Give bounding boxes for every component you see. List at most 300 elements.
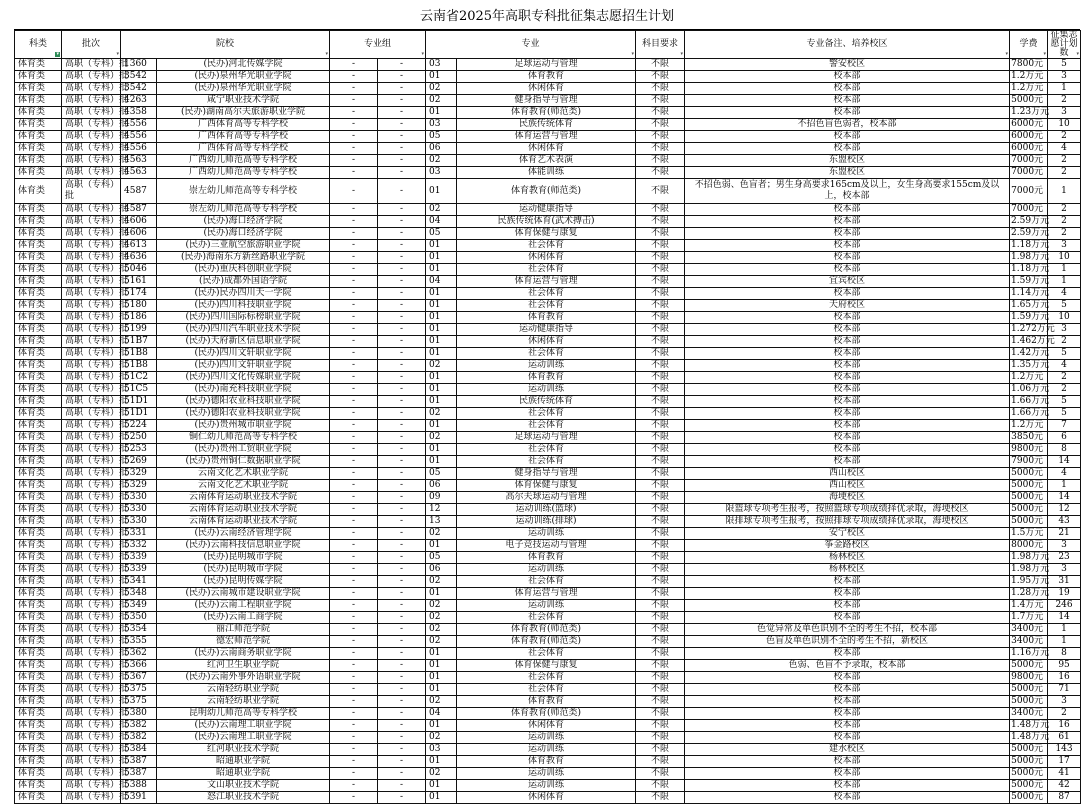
cell-school-code[interactable]: 5348 (121, 588, 157, 600)
cell-subject-req[interactable]: 不限 (636, 756, 685, 768)
cell-school-name[interactable]: (民办)四川汽车职业技术学院 (157, 324, 330, 336)
cell-category[interactable]: 体育类 (15, 660, 62, 672)
cell-group-b[interactable]: - (378, 720, 426, 732)
cell-category[interactable]: 体育类 (15, 71, 62, 83)
cell-tuition[interactable]: 3850元 (1010, 432, 1048, 444)
cell-batch[interactable]: 高职（专科）批 (62, 264, 121, 276)
cell-school-code[interactable]: 5186 (121, 312, 157, 324)
cell-batch[interactable]: 高职（专科）批 (62, 167, 121, 179)
cell-tuition[interactable]: 5000元 (1010, 744, 1048, 756)
cell-school-code[interactable]: 1360 (121, 59, 157, 71)
cell-group-b[interactable]: - (378, 372, 426, 384)
cell-plan-count[interactable]: 16 (1048, 720, 1081, 732)
cell-major-name[interactable]: 足球运动与管理 (457, 432, 636, 444)
cell-major-code[interactable]: 02 (426, 612, 457, 624)
cell-major-code[interactable]: 01 (426, 588, 457, 600)
cell-group-b[interactable]: - (378, 300, 426, 312)
cell-group-b[interactable]: - (378, 624, 426, 636)
cell-major-code[interactable]: 03 (426, 59, 457, 71)
cell-school-name[interactable]: (民办)海口经济学院 (157, 228, 330, 240)
cell-category[interactable]: 体育类 (15, 83, 62, 95)
cell-batch[interactable]: 高职（专科）批 (62, 528, 121, 540)
cell-subject-req[interactable]: 不限 (636, 276, 685, 288)
cell-major-code[interactable]: 01 (426, 384, 457, 396)
cell-remarks[interactable]: 安宁校区 (685, 528, 1010, 540)
cell-major-name[interactable]: 休闲体育 (457, 83, 636, 95)
cell-plan-count[interactable]: 1 (1048, 276, 1081, 288)
cell-major-code[interactable]: 01 (426, 372, 457, 384)
header-category[interactable]: 科类 ▾ (15, 31, 62, 59)
cell-major-code[interactable]: 01 (426, 179, 457, 204)
cell-remarks[interactable]: 校本部 (685, 131, 1010, 143)
cell-major-code[interactable]: 01 (426, 756, 457, 768)
cell-batch[interactable]: 高职（专科）批 (62, 612, 121, 624)
cell-group-b[interactable]: - (378, 360, 426, 372)
cell-batch[interactable]: 高职（专科）批 (62, 516, 121, 528)
cell-major-name[interactable]: 体育保健与康复 (457, 660, 636, 672)
cell-school-name[interactable]: 铜仁幼儿师范高等专科学校 (157, 432, 330, 444)
cell-category[interactable]: 体育类 (15, 167, 62, 179)
cell-group-b[interactable]: - (378, 228, 426, 240)
cell-major-code[interactable]: 02 (426, 768, 457, 780)
cell-batch[interactable]: 高职（专科）批 (62, 792, 121, 804)
cell-remarks[interactable]: 筝金路校区 (685, 540, 1010, 552)
cell-major-name[interactable]: 体能训练 (457, 167, 636, 179)
header-school[interactable]: 院校 ▾ (121, 31, 330, 59)
cell-remarks[interactable]: 校本部 (685, 288, 1010, 300)
cell-subject-req[interactable]: 不限 (636, 360, 685, 372)
cell-school-code[interactable]: 5350 (121, 612, 157, 624)
cell-group-a[interactable]: - (330, 240, 378, 252)
cell-remarks[interactable]: 校本部 (685, 336, 1010, 348)
cell-remarks[interactable]: 校本部 (685, 792, 1010, 804)
cell-group-b[interactable]: - (378, 636, 426, 648)
cell-group-b[interactable]: - (378, 648, 426, 660)
cell-group-b[interactable]: - (378, 420, 426, 432)
cell-tuition[interactable]: 7000元 (1010, 167, 1048, 179)
cell-tuition[interactable]: 1.5万元 (1010, 528, 1048, 540)
cell-subject-req[interactable]: 不限 (636, 396, 685, 408)
cell-plan-count[interactable]: 5 (1048, 300, 1081, 312)
cell-remarks[interactable]: 校本部 (685, 204, 1010, 216)
cell-plan-count[interactable]: 2 (1048, 384, 1081, 396)
cell-remarks[interactable]: 不招色盲色弱者，校本部 (685, 119, 1010, 131)
cell-plan-count[interactable]: 1 (1048, 179, 1081, 204)
cell-subject-req[interactable]: 不限 (636, 504, 685, 516)
cell-major-code[interactable]: 02 (426, 95, 457, 107)
cell-group-b[interactable]: - (378, 252, 426, 264)
cell-group-b[interactable]: - (378, 588, 426, 600)
cell-group-b[interactable]: - (378, 708, 426, 720)
cell-category[interactable]: 体育类 (15, 756, 62, 768)
cell-group-b[interactable]: - (378, 672, 426, 684)
cell-subject-req[interactable]: 不限 (636, 432, 685, 444)
cell-school-code[interactable]: 4636 (121, 252, 157, 264)
cell-remarks[interactable]: 东盟校区 (685, 167, 1010, 179)
cell-major-code[interactable]: 02 (426, 600, 457, 612)
cell-group-b[interactable]: - (378, 528, 426, 540)
cell-category[interactable]: 体育类 (15, 95, 62, 107)
cell-major-code[interactable]: 02 (426, 636, 457, 648)
cell-major-code[interactable]: 02 (426, 732, 457, 744)
cell-category[interactable]: 体育类 (15, 240, 62, 252)
cell-batch[interactable]: 高职（专科）批 (62, 600, 121, 612)
cell-category[interactable]: 体育类 (15, 155, 62, 167)
cell-group-a[interactable]: - (330, 179, 378, 204)
cell-category[interactable]: 体育类 (15, 636, 62, 648)
cell-school-code[interactable]: 51B8 (121, 360, 157, 372)
cell-major-code[interactable]: 01 (426, 107, 457, 119)
cell-plan-count[interactable]: 5 (1048, 59, 1081, 71)
cell-tuition[interactable]: 1.98万元 (1011, 252, 1050, 262)
cell-group-a[interactable]: - (330, 744, 378, 756)
cell-group-a[interactable]: - (330, 480, 378, 492)
cell-plan-count[interactable]: 61 (1048, 732, 1081, 744)
cell-group-b[interactable]: - (378, 768, 426, 780)
cell-category[interactable]: 体育类 (15, 696, 62, 708)
cell-group-a[interactable]: - (330, 324, 378, 336)
cell-remarks[interactable]: 杨林校区 (685, 564, 1010, 576)
cell-tuition[interactable]: 5000元 (1010, 504, 1048, 516)
cell-category[interactable]: 体育类 (15, 600, 62, 612)
cell-tuition[interactable]: 5000元 (1010, 660, 1048, 672)
cell-major-code[interactable]: 02 (426, 624, 457, 636)
cell-group-a[interactable]: - (330, 155, 378, 167)
cell-batch[interactable]: 高职（专科）批 (62, 684, 121, 696)
header-group[interactable]: 专业组 ▾ (330, 31, 426, 59)
cell-category[interactable]: 体育类 (15, 300, 62, 312)
cell-category[interactable]: 体育类 (15, 480, 62, 492)
cell-major-code[interactable]: 09 (426, 492, 457, 504)
cell-plan-count[interactable]: 4 (1048, 143, 1081, 155)
cell-plan-count[interactable]: 87 (1048, 792, 1081, 804)
cell-tuition[interactable]: 9800元 (1010, 444, 1048, 456)
cell-subject-req[interactable]: 不限 (636, 143, 685, 155)
cell-batch[interactable]: 高职（专科）批 (62, 564, 121, 576)
cell-batch[interactable]: 高职（专科）批 (62, 228, 121, 240)
cell-group-a[interactable]: - (330, 360, 378, 372)
cell-major-name[interactable]: 民族传统体育 (457, 119, 636, 131)
cell-group-b[interactable]: - (378, 324, 426, 336)
cell-remarks[interactable]: 校本部 (685, 107, 1010, 119)
cell-category[interactable]: 体育类 (15, 456, 62, 468)
cell-group-b[interactable]: - (378, 516, 426, 528)
cell-group-b[interactable]: - (378, 444, 426, 456)
cell-major-code[interactable]: 01 (426, 720, 457, 732)
cell-group-a[interactable]: - (330, 768, 378, 780)
cell-plan-count[interactable]: 23 (1048, 552, 1081, 564)
cell-tuition[interactable]: 5000元 (1010, 768, 1048, 780)
cell-school-code[interactable]: 5375 (121, 696, 157, 708)
cell-tuition[interactable]: 2.59万元 (1011, 228, 1050, 238)
cell-major-name[interactable]: 休闲体育 (457, 143, 636, 155)
cell-group-a[interactable]: - (330, 432, 378, 444)
cell-subject-req[interactable]: 不限 (636, 59, 685, 71)
cell-subject-req[interactable]: 不限 (636, 155, 685, 167)
cell-batch[interactable]: 高职（专科）批 (62, 492, 121, 504)
cell-tuition[interactable]: 7900元 (1010, 456, 1048, 468)
cell-school-name[interactable]: (民办)云南科技信息职业学院 (157, 540, 330, 552)
cell-group-a[interactable]: - (330, 456, 378, 468)
cell-subject-req[interactable]: 不限 (636, 648, 685, 660)
cell-group-a[interactable]: - (330, 204, 378, 216)
cell-batch[interactable]: 高职（专科）批 (62, 71, 121, 83)
cell-group-b[interactable]: - (378, 119, 426, 131)
cell-batch[interactable]: 高职（专科）批 (62, 636, 121, 648)
cell-school-name[interactable]: (民办)四川文轩职业学院 (157, 360, 330, 372)
cell-remarks[interactable]: 限篮球专项考生报考，按照篮球专项成绩择优录取，海埂校区 (685, 504, 1010, 516)
cell-tuition[interactable]: 5000元 (1010, 780, 1048, 792)
cell-school-name[interactable]: 崇左幼儿师范高等专科学校 (157, 204, 330, 216)
cell-subject-req[interactable]: 不限 (636, 167, 685, 179)
cell-remarks[interactable]: 色觉异常及单色识别不全的考生不招，校本部 (685, 624, 1010, 636)
cell-school-code[interactable]: 4606 (121, 216, 157, 228)
cell-group-b[interactable]: - (378, 456, 426, 468)
cell-major-name[interactable]: 电子竞技运动与管理 (457, 540, 636, 552)
cell-tuition[interactable]: 1.66万元 (1011, 408, 1050, 418)
cell-remarks[interactable]: 校本部 (685, 756, 1010, 768)
cell-subject-req[interactable]: 不限 (636, 624, 685, 636)
cell-plan-count[interactable]: 3 (1048, 696, 1081, 708)
cell-tuition[interactable]: 5000元 (1010, 480, 1048, 492)
cell-school-code[interactable]: 4613 (121, 240, 157, 252)
cell-major-code[interactable]: 01 (426, 396, 457, 408)
cell-category[interactable]: 体育类 (15, 324, 62, 336)
cell-plan-count[interactable]: 1 (1048, 624, 1081, 636)
cell-plan-count[interactable]: 4 (1048, 468, 1081, 480)
cell-school-code[interactable]: 5380 (121, 708, 157, 720)
cell-category[interactable]: 体育类 (15, 432, 62, 444)
cell-major-code[interactable]: 06 (426, 143, 457, 155)
cell-major-name[interactable]: 休闲体育 (457, 336, 636, 348)
cell-subject-req[interactable]: 不限 (636, 252, 685, 264)
cell-major-name[interactable]: 体育教育(师范类) (457, 708, 636, 720)
cell-plan-count[interactable]: 1 (1048, 480, 1081, 492)
cell-school-code[interactable]: 4563 (121, 167, 157, 179)
cell-school-name[interactable]: 云南体育运动职业技术学院 (157, 516, 330, 528)
cell-batch[interactable]: 高职（专科）批 (62, 624, 121, 636)
cell-group-b[interactable]: - (378, 492, 426, 504)
cell-group-b[interactable]: - (378, 744, 426, 756)
cell-remarks[interactable]: 校本部 (685, 348, 1010, 360)
cell-plan-count[interactable]: 16 (1048, 672, 1081, 684)
cell-remarks[interactable]: 限排球专项考生报考，按照排球专项成绩择优录取，海埂校区 (685, 516, 1010, 528)
cell-major-code[interactable]: 04 (426, 708, 457, 720)
cell-category[interactable]: 体育类 (15, 384, 62, 396)
cell-group-b[interactable]: - (378, 696, 426, 708)
cell-school-code[interactable]: 4263 (121, 95, 157, 107)
cell-major-name[interactable]: 高尔夫球运动与管理 (457, 492, 636, 504)
cell-plan-count[interactable]: 95 (1048, 660, 1081, 672)
cell-school-name[interactable]: (民办)贵州铜仁数据职业学院 (157, 456, 330, 468)
cell-group-b[interactable]: - (378, 684, 426, 696)
cell-school-name[interactable]: (民办)德阳农业科技职业学院 (157, 396, 330, 408)
cell-major-code[interactable]: 04 (426, 216, 457, 228)
cell-group-a[interactable]: - (330, 252, 378, 264)
cell-major-name[interactable]: 社会体育 (457, 456, 636, 468)
cell-subject-req[interactable]: 不限 (636, 95, 685, 107)
cell-category[interactable]: 体育类 (15, 216, 62, 228)
cell-subject-req[interactable]: 不限 (636, 588, 685, 600)
cell-major-name[interactable]: 体育教育 (457, 71, 636, 83)
cell-group-a[interactable]: - (330, 468, 378, 480)
cell-tuition[interactable]: 1.7万元 (1010, 612, 1048, 624)
cell-batch[interactable]: 高职（专科）批 (62, 756, 121, 768)
cell-group-b[interactable]: - (378, 384, 426, 396)
cell-batch[interactable]: 高职（专科）批 (62, 468, 121, 480)
cell-group-a[interactable]: - (330, 564, 378, 576)
cell-batch[interactable]: 高职（专科）批 (62, 276, 121, 288)
cell-remarks[interactable]: 校本部 (685, 360, 1010, 372)
cell-subject-req[interactable]: 不限 (636, 600, 685, 612)
cell-school-code[interactable]: 4556 (121, 119, 157, 131)
cell-plan-count[interactable]: 3 (1048, 564, 1081, 576)
cell-plan-count[interactable]: 3 (1048, 324, 1081, 336)
cell-category[interactable]: 体育类 (15, 444, 62, 456)
cell-plan-count[interactable]: 5 (1048, 408, 1081, 420)
cell-group-b[interactable]: - (378, 348, 426, 360)
cell-major-name[interactable]: 社会体育 (457, 264, 636, 276)
cell-group-b[interactable]: - (378, 468, 426, 480)
cell-category[interactable]: 体育类 (15, 228, 62, 240)
cell-subject-req[interactable]: 不限 (636, 216, 685, 228)
cell-group-b[interactable]: - (378, 480, 426, 492)
cell-category[interactable]: 体育类 (15, 143, 62, 155)
cell-group-b[interactable]: - (378, 780, 426, 792)
cell-remarks[interactable]: 校本部 (685, 648, 1010, 660)
cell-plan-count[interactable]: 8 (1048, 444, 1081, 456)
cell-category[interactable]: 体育类 (15, 732, 62, 744)
cell-school-name[interactable]: (民办)成都外国语学院 (157, 276, 330, 288)
cell-remarks[interactable]: 校本部 (685, 768, 1010, 780)
cell-subject-req[interactable]: 不限 (636, 780, 685, 792)
cell-batch[interactable]: 高职（专科）批 (62, 119, 121, 131)
cell-group-b[interactable]: - (378, 71, 426, 83)
cell-major-name[interactable]: 体育保健与康复 (457, 480, 636, 492)
cell-school-code[interactable]: 5330 (121, 516, 157, 528)
cell-major-code[interactable]: 02 (426, 83, 457, 95)
cell-plan-count[interactable]: 12 (1048, 504, 1081, 516)
cell-batch[interactable]: 高职（专科）批 (62, 131, 121, 143)
cell-plan-count[interactable]: 1 (1048, 264, 1081, 276)
cell-subject-req[interactable]: 不限 (636, 768, 685, 780)
cell-category[interactable]: 体育类 (15, 288, 62, 300)
cell-batch[interactable]: 高职（专科）批 (62, 732, 121, 744)
cell-remarks[interactable]: 校本部 (685, 252, 1010, 264)
cell-group-b[interactable]: - (378, 204, 426, 216)
cell-group-b[interactable]: - (378, 600, 426, 612)
cell-major-code[interactable]: 01 (426, 456, 457, 468)
cell-school-code[interactable]: 5174 (121, 288, 157, 300)
cell-category[interactable]: 体育类 (15, 107, 62, 119)
cell-tuition[interactable]: 1.98万元 (1011, 552, 1050, 562)
header-plan-count[interactable]: 征集志愿计划数 ▾ (1048, 31, 1081, 59)
cell-tuition[interactable]: 1.42万元 (1011, 348, 1050, 358)
cell-batch[interactable]: 高职（专科）批 (62, 396, 121, 408)
cell-remarks[interactable]: 西山校区 (685, 480, 1010, 492)
cell-school-name[interactable]: 云南文化艺术职业学院 (157, 480, 330, 492)
cell-tuition[interactable]: 5000元 (1010, 492, 1048, 504)
cell-major-code[interactable]: 01 (426, 312, 457, 324)
cell-category[interactable]: 体育类 (15, 576, 62, 588)
cell-group-b[interactable]: - (378, 143, 426, 155)
cell-group-a[interactable]: - (330, 624, 378, 636)
cell-major-code[interactable]: 01 (426, 684, 457, 696)
cell-school-name[interactable]: 昭通职业学院 (157, 768, 330, 780)
cell-remarks[interactable]: 校本部 (685, 732, 1010, 744)
cell-school-name[interactable]: (民办)海口经济学院 (157, 216, 330, 228)
cell-group-a[interactable]: - (330, 720, 378, 732)
cell-major-code[interactable]: 02 (426, 696, 457, 708)
cell-tuition[interactable]: 5000元 (1010, 756, 1048, 768)
cell-subject-req[interactable]: 不限 (636, 516, 685, 528)
cell-category[interactable]: 体育类 (15, 768, 62, 780)
cell-batch[interactable]: 高职（专科）批 (62, 83, 121, 95)
cell-group-a[interactable]: - (330, 384, 378, 396)
cell-major-name[interactable]: 体育运营与管理 (457, 131, 636, 143)
cell-batch[interactable]: 高职（专科）批 (62, 720, 121, 732)
cell-batch[interactable]: 高职（专科）批 (62, 576, 121, 588)
cell-major-name[interactable]: 社会体育 (457, 288, 636, 300)
cell-subject-req[interactable]: 不限 (636, 240, 685, 252)
cell-subject-req[interactable]: 不限 (636, 660, 685, 672)
cell-major-name[interactable]: 社会体育 (457, 300, 636, 312)
cell-tuition[interactable]: 5000元 (1010, 792, 1048, 804)
cell-tuition[interactable]: 7000元 (1010, 155, 1048, 167)
cell-school-name[interactable]: (民办)云南工程职业学院 (157, 600, 330, 612)
cell-school-code[interactable]: 4563 (121, 155, 157, 167)
cell-remarks[interactable]: 校本部 (685, 384, 1010, 396)
cell-major-name[interactable]: 足球运动与管理 (457, 59, 636, 71)
cell-school-name[interactable]: (民办)四川文化传媒职业学院 (157, 372, 330, 384)
header-batch[interactable]: 批次 ▾ (62, 31, 121, 59)
cell-tuition[interactable]: 5000元 (1010, 468, 1048, 480)
cell-group-a[interactable]: - (330, 648, 378, 660)
cell-remarks[interactable]: 校本部 (685, 444, 1010, 456)
cell-tuition[interactable]: 1.66万元 (1011, 396, 1050, 406)
cell-group-a[interactable]: - (330, 264, 378, 276)
cell-plan-count[interactable]: 41 (1048, 768, 1081, 780)
cell-major-name[interactable]: 社会体育 (457, 576, 636, 588)
cell-remarks[interactable]: 校本部 (685, 264, 1010, 276)
cell-school-code[interactable]: 4358 (121, 107, 157, 119)
cell-remarks[interactable]: 校本部 (685, 396, 1010, 408)
header-tuition[interactable]: 学费 ▾ (1010, 31, 1048, 59)
cell-major-code[interactable]: 01 (426, 648, 457, 660)
cell-major-name[interactable]: 运动训练 (457, 732, 636, 744)
cell-major-name[interactable]: 体育教育 (457, 696, 636, 708)
cell-group-a[interactable]: - (330, 708, 378, 720)
cell-school-code[interactable]: 5331 (121, 528, 157, 540)
cell-school-code[interactable]: 5384 (121, 744, 157, 756)
cell-batch[interactable]: 高职（专科）批 (62, 324, 121, 336)
cell-school-name[interactable]: 怒江职业技术学院 (157, 792, 330, 804)
cell-school-code[interactable]: 5391 (121, 792, 157, 804)
cell-major-name[interactable]: 体育教育 (457, 372, 636, 384)
cell-batch[interactable]: 高职（专科）批 (62, 432, 121, 444)
cell-remarks[interactable]: 校本部 (685, 83, 1010, 95)
cell-group-a[interactable]: - (330, 552, 378, 564)
cell-tuition[interactable]: 7000元 (1010, 204, 1048, 216)
cell-tuition[interactable]: 1.2万元 (1010, 420, 1048, 432)
cell-subject-req[interactable]: 不限 (636, 576, 685, 588)
cell-category[interactable]: 体育类 (15, 252, 62, 264)
cell-school-name[interactable]: (民办)云南经济管理学院 (157, 528, 330, 540)
cell-batch[interactable]: 高职（专科）批 (62, 155, 121, 167)
cell-school-name[interactable]: (民办)四川国际标榜职业学院 (157, 312, 330, 324)
cell-tuition[interactable]: 1.2万元 (1010, 83, 1048, 95)
cell-group-a[interactable]: - (330, 420, 378, 432)
